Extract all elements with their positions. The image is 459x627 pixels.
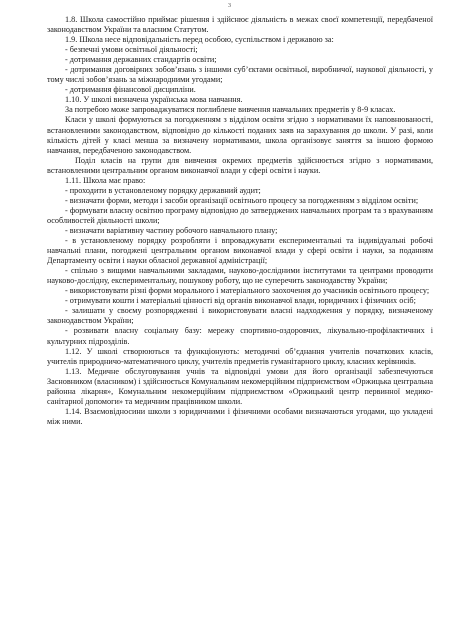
list-item-state-standards: - дотримання державних стандартів освіти; [65,55,217,65]
right-methods-forms: - визначати форми, методи і засоби організації освітнього процесу за погодженням з відділом освіти; [65,195,419,205]
list-item-safe-conditions: - безпечні умови освітньої діяльності; [65,45,198,55]
document-body [47,15,433,427]
paragraph-class-formation: Класи у школі формуються за погодженням з відділом освіти згідно з нормативами їх наповнюваності, встановленими законодавством, відповідно до кількості поданих заяв на зарахування до школи. У разі, коли кількість дітей у класі менша за визначену нормативами, школа організовує заняття за іншою формою навчання, передбаченою законодавством. [47,115,433,155]
list-item-financial-discipline: - дотримання фінансової дисципліни. [65,85,196,95]
clause-1-14: 1.14. Взаємовідносини школи з юридичними і фізичними особами визначаються угодами, що укладені між ними. [47,406,433,426]
right-social-base: - розвивати власну соціальну базу: мережу спортивно-оздоровчих, лікувально-профілактичних і культурних підрозділів. [47,326,433,346]
clause-1-12: 1.12. У школі створюються та функціонують: методичні об’єднання учителів початкових класів, учителів природничо-математичного циклу, учителів предметів гуманітарного циклу, класних керівників. [47,346,433,366]
clause-1-13: 1.13. Медичне обслуговування учнів та відповідні умови для його організації забезпечуються Засновником (власником) і здійснюється Комунальним некомерційним підприємством «Оржицька центральна районна лікарня», Комунальним некомерційним підприємством «Оржицький центр первинної медико-санітарної допомоги» та медичним працівником школи. [47,366,433,406]
right-state-audit: - проходити в установленому порядку державний аудит; [65,185,261,195]
clause-1-10: 1.10. У школі визначена українська мова навчання. [65,95,243,105]
right-receive-funds: - отримувати кошти і матеріальні цінності від органів виконавчої влади, юридичних і фізичних осіб; [65,296,416,306]
right-experimental-plans: - в установленому порядку розробляти і впроваджувати експериментальні та індивідуальні робочі навчальні плани, погоджені центральним органом виконавчої влади у сфері освіти і науки, за поданням Департаменту освіти і науки обласної державної адміністрації; [47,236,433,266]
right-research-work: - спільно з вищими навчальними закладами, науково-дослідними інститутами та центрами проводити науково-дослідну, експериментальну, пошукову роботу, що не суперечить законодавству України; [47,266,433,286]
list-item-contract-obligations: - дотримання договірних зобов’язань з іншими суб’єктами освітньої, виробничої, наукової діяльності, у тому числі зобов’язань за міжнародними угодами; [47,65,433,85]
right-education-program: - формувати власну освітню програму відповідно до затверджених навчальних програм та з врахуванням особливостей діяльності школи; [47,205,433,225]
right-own-revenues: - залишати у своєму розпорядженні і використовувати власні надходження у порядку, визначеному законодавством України; [47,306,433,326]
paragraph-advanced-study: За потребою може запроваджуватися поглиблене вивчення навчальних предметів у 8-9 класах. [65,105,396,115]
paragraph-group-division: Поділ класів на групи для вивчення окремих предметів здійснюється згідно з нормативами, встановленими центральним органом виконавчої влади у сфері освіти і науки. [47,155,433,175]
clause-1-8: 1.8. Школа самостійно приймає рішення і здійснює діяльність в межах своєї компетенції, передбаченої законодавством України та власним Статутом. [47,15,433,35]
clause-1-9: 1.9. Школа несе відповідальність перед особою, суспільством і державою за: [65,35,334,45]
right-encouragement: - використовувати різні форми морального і матеріального заохочення до учасників освітнього процесу; [65,286,430,296]
clause-1-11: 1.11. Школа має право: [65,175,146,185]
right-variative-part: - визначати варіативну частину робочого навчального плану; [65,225,278,235]
page-number: 3 [228,3,231,9]
